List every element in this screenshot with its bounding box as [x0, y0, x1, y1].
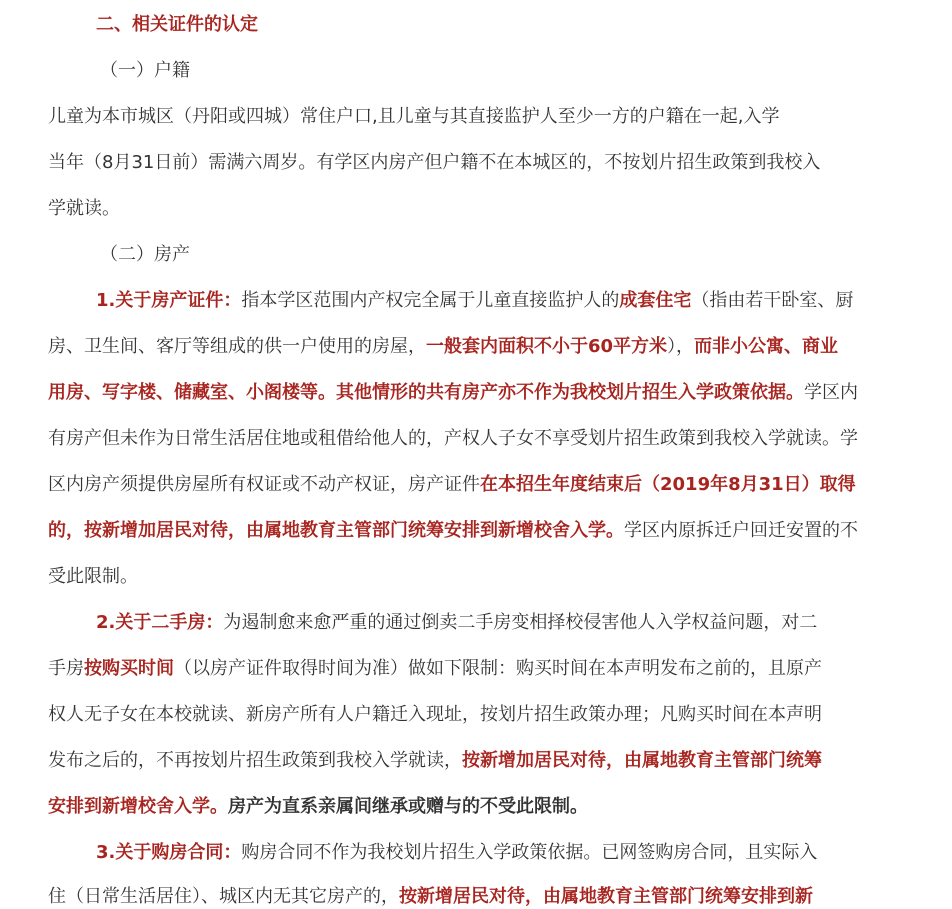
paragraph-purchase-contract-line: 住（日常生活居住）、城区内无其它房产的，按新增居民对待，由属地教育主管部门统筹安排到新: [48, 886, 813, 907]
paragraph-household-line: 当年（8月31日前）需满六周岁。有学区内房产但户籍不在本城区的，不按划片招生政策到我校入: [48, 152, 821, 173]
paragraph-purchase-contract-line: 3.关于购房合同：购房合同不作为我校划片招生入学政策依据。已网签购房合同，且实际入: [96, 842, 818, 863]
paragraph-property-certificate-line: 区内房产须提供房屋所有权证或不动产权证，房产证件在本招生年度结束后（2019年8月31日）取得: [48, 474, 856, 495]
paragraph-household-line: 学就读。: [48, 198, 120, 219]
property-certificate-title: 1.关于房产证件：: [96, 290, 242, 311]
paragraph-property-certificate-line: 的，按新增加居民对待，由属地教育主管部门统筹安排到新增校舍入学。学区内原拆迁户回迁安置的不: [48, 520, 858, 541]
section-heading: 二、相关证件的认定: [96, 14, 258, 35]
subheading-household: （一）户籍: [100, 60, 190, 81]
paragraph-second-hand-line: 2.关于二手房：为遏制愈来愈严重的通过倒卖二手房变相择校侵害他人入学权益问题，对二: [96, 612, 818, 633]
paragraph-second-hand-line: 安排到新增校舍入学。房产为直系亲属间继承或赠与的不受此限制。: [48, 796, 588, 817]
paragraph-property-certificate-line: 房、卫生间、客厅等组成的供一户使用的房屋，一般套内面积不小于60平方米），而非小公寓、商业: [48, 336, 839, 357]
purchase-contract-title: 3.关于购房合同：: [96, 842, 242, 863]
second-hand-title: 2.关于二手房：: [96, 612, 224, 633]
subheading-property: （二）房产: [100, 244, 190, 265]
paragraph-second-hand-line: 发布之后的，不再按划片招生政策到我校入学就读，按新增加居民对待，由属地教育主管部门统筹: [48, 750, 822, 771]
paragraph-household-line: 儿童为本市城区（丹阳或四城）常住户口,且儿童与其直接监护人至少一方的户籍在一起,入学: [48, 106, 780, 127]
paragraph-second-hand-line: 手房按购买时间（以房产证件取得时间为准）做如下限制：购买时间在本声明发布之前的，且原产: [48, 658, 822, 679]
paragraph-property-certificate-line: 受此限制。: [48, 566, 138, 587]
paragraph-property-certificate-line: 有房产但未作为日常生活居住地或租借给他人的，产权人子女不享受划片招生政策到我校入学就读。学: [48, 428, 858, 449]
paragraph-property-certificate-line: 1.关于房产证件：指本学区范围内产权完全属于儿童直接监护人的成套住宅（指由若干卧室、厨: [96, 290, 854, 311]
paragraph-property-certificate-line: 用房、写字楼、储藏室、小阁楼等。其他情形的共有房产亦不作为我校划片招生入学政策依据。学区内: [48, 382, 858, 403]
paragraph-second-hand-line: 权人无子女在本校就读、新房产所有人户籍迁入现址，按划片招生政策办理；凡购买时间在本声明: [48, 704, 822, 725]
